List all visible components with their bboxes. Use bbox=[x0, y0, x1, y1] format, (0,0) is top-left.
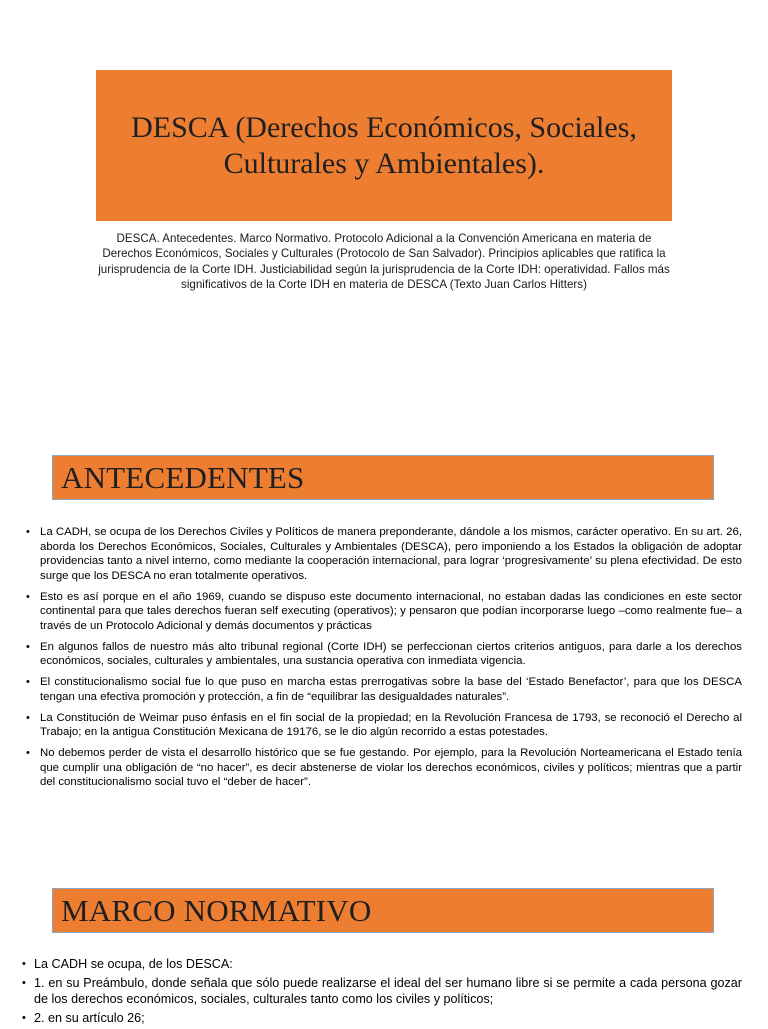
list-item: • Esto es así porque en el año 1969, cuando se dispuso este documento internacional, no estaban dadas las condiciones en este sector continental para que tales derechos fueran self executing (operativos); y pensaron que podían incorporarse luego –como realmente fue– a través de un Protocolo Adicional y demás documentos y prácticas bbox=[26, 590, 742, 632]
list-item: • El constitucionalismo social fue lo que puso en marcha estas prerrogativas sobre la base del ‘Estado Benefactor’, para que los DESCA tengan una efectiva promoción y protección, a fin de “equilibrar las desigualdades naturales”. bbox=[26, 676, 742, 703]
list-item: • 1. en su Preámbulo, donde señala que sólo puede realizarse el ideal del ser humano libre si se permite a cada persona gozar de los derechos económicos, sociales, culturales tanto como los civiles y políticos; bbox=[22, 976, 742, 1006]
list-item: • La CADH, se ocupa de los Derechos Civiles y Políticos de manera preponderante, dándole a los mismos, carácter operativo. En su art. 26, aborda los Derechos Económicos, Sociales, Culturales y Ambientales (DESCA), pero imponiendo a los Estados la obligación de adoptar providencias tanto a nivel interno, como mediante la cooperación internacional, para lograr ‘progresivamente’ su plena efectividad. De esto surge que los DESCA no eran totalmente operativos. bbox=[26, 526, 742, 582]
list-item: • 2. en su artículo 26; bbox=[22, 1011, 145, 1025]
bullet-icon: • bbox=[26, 640, 30, 653]
document-title: DESCA (Derechos Económicos, Sociales, Culturales y Ambientales). bbox=[131, 110, 637, 180]
section-heading-text: ANTECEDENTES bbox=[61, 459, 305, 495]
bullet-icon: • bbox=[22, 958, 26, 970]
bullet-icon: • bbox=[26, 747, 30, 759]
document-subtitle: DESCA. Antecedentes. Marco Normativo. Protocolo Adicional a la Convención Americana en materia de Derechos Económicos, Sociales y Culturales (Protocolo de San Salvador). Principios aplicables que ratifica la jurisprudencia de la Corte IDH. Justiciabilidad según la jurisprudencia de la Corte IDH: operatividad. Fallos más significativos de la Corte IDH en materia de DESCA (Texto Juan Carlos Hitters) bbox=[98, 232, 670, 292]
bullet-icon: • bbox=[26, 590, 30, 603]
list-item: • La Constitución de Weimar puso énfasis en el fin social de la propiedad; en la Revolución Francesa de 1793, se reconoció el Derecho al Trabajo; en la antigua Constitución Mexicana de 19176, se le dio algún recorrido a estas potestades. bbox=[26, 711, 742, 738]
section-heading-marco-normativo bbox=[52, 888, 714, 933]
section-heading-text: MARCO NORMATIVO bbox=[61, 892, 372, 928]
bullet-icon: • bbox=[26, 711, 30, 724]
list-item: • No debemos perder de vista el desarrollo histórico que se fue gestando. Por ejemplo, para la Revolución Norteamericana el Estado tenía que cumplir una obligación de “no hacer”, es decir abstenerse de violar los derechos económicos, civiles y políticos; mientras que a partir del constitucionalismo social tuvo el “deber de hacer”. bbox=[26, 747, 742, 788]
bullet-icon: • bbox=[26, 676, 30, 688]
section-heading-antecedentes bbox=[52, 455, 714, 500]
list-item: • La CADH se ocupa, de los DESCA: bbox=[22, 957, 233, 971]
bullet-icon: • bbox=[22, 1012, 26, 1024]
bullet-icon: • bbox=[22, 977, 26, 989]
title-banner bbox=[96, 70, 672, 221]
bullet-icon: • bbox=[26, 526, 30, 538]
antecedentes-list bbox=[24, 525, 742, 796]
list-item: • En algunos fallos de nuestro más alto tribunal regional (Corte IDH) se perfeccionan ciertos criterios antiguos, para darle a los derechos económicos, sociales, culturales y ambientales, una sustancia operativa con inmediata vigencia. bbox=[26, 640, 742, 667]
marco-normativo-list bbox=[24, 956, 742, 1029]
